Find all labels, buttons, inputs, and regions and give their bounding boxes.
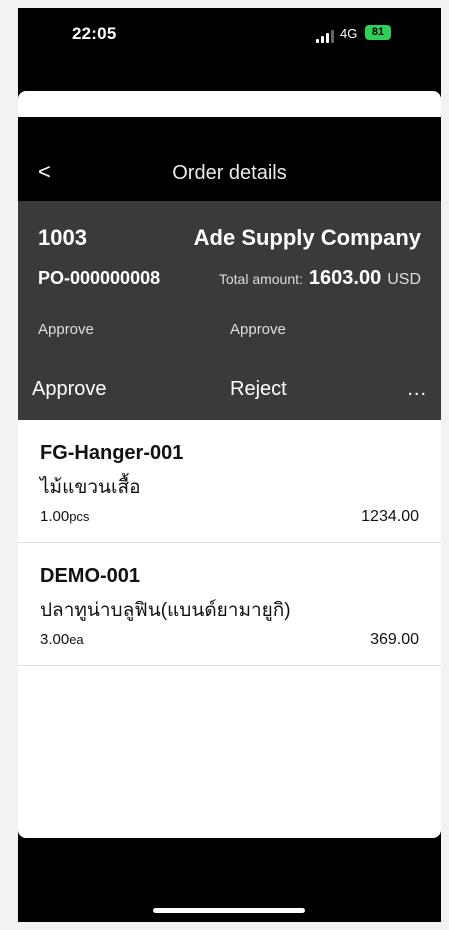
approval-status: Approve bbox=[38, 321, 94, 338]
list-item[interactable] bbox=[18, 420, 441, 543]
total-amount bbox=[219, 267, 421, 290]
nav-bar bbox=[18, 117, 441, 201]
status-time: 22:05 bbox=[72, 24, 117, 43]
item-code: FG-Hanger-001 bbox=[40, 442, 184, 464]
total-amount-label: Total amount: bbox=[218, 271, 303, 287]
item-amount: 369.00 bbox=[370, 631, 419, 648]
item-amount: 1234.00 bbox=[361, 508, 419, 525]
vendor-name: Ade Supply Company bbox=[193, 225, 421, 250]
chevron-left-icon[interactable]: < bbox=[38, 159, 51, 184]
order-number: 1003 bbox=[38, 225, 87, 250]
approve-button[interactable]: Approve bbox=[32, 378, 107, 400]
approval-status-secondary: Approve bbox=[230, 321, 286, 338]
item-quantity bbox=[40, 508, 89, 525]
more-button[interactable]: ... bbox=[407, 378, 427, 400]
item-name: ไม้แขวนเสื้อ bbox=[40, 477, 141, 498]
currency: USD bbox=[387, 271, 421, 288]
network-type: 4G bbox=[340, 26, 358, 41]
home-indicator[interactable] bbox=[153, 908, 305, 913]
item-unit: pcs bbox=[69, 509, 90, 524]
list-item[interactable] bbox=[18, 543, 441, 666]
item-unit: ea bbox=[69, 632, 84, 647]
line-items-list bbox=[18, 420, 441, 838]
phone-screen bbox=[18, 8, 441, 922]
item-qty-value: 3.00 bbox=[40, 631, 70, 648]
signal-icon bbox=[316, 30, 334, 43]
order-header bbox=[18, 201, 441, 420]
battery-icon: 81 bbox=[365, 25, 391, 40]
po-number: PO-000000008 bbox=[38, 268, 161, 288]
item-name: ปลาทูน่าบลูฟิน(แบนด์ยามายูกิ) bbox=[40, 600, 291, 621]
sheet-top bbox=[18, 91, 441, 117]
item-code: DEMO-001 bbox=[40, 565, 141, 587]
item-quantity bbox=[40, 631, 84, 648]
status-bar bbox=[18, 8, 441, 58]
reject-button[interactable]: Reject bbox=[230, 378, 287, 400]
item-qty-value: 1.00 bbox=[40, 508, 70, 525]
total-amount-value: 1603.00 bbox=[308, 267, 382, 289]
page-title: Order details bbox=[172, 162, 287, 184]
